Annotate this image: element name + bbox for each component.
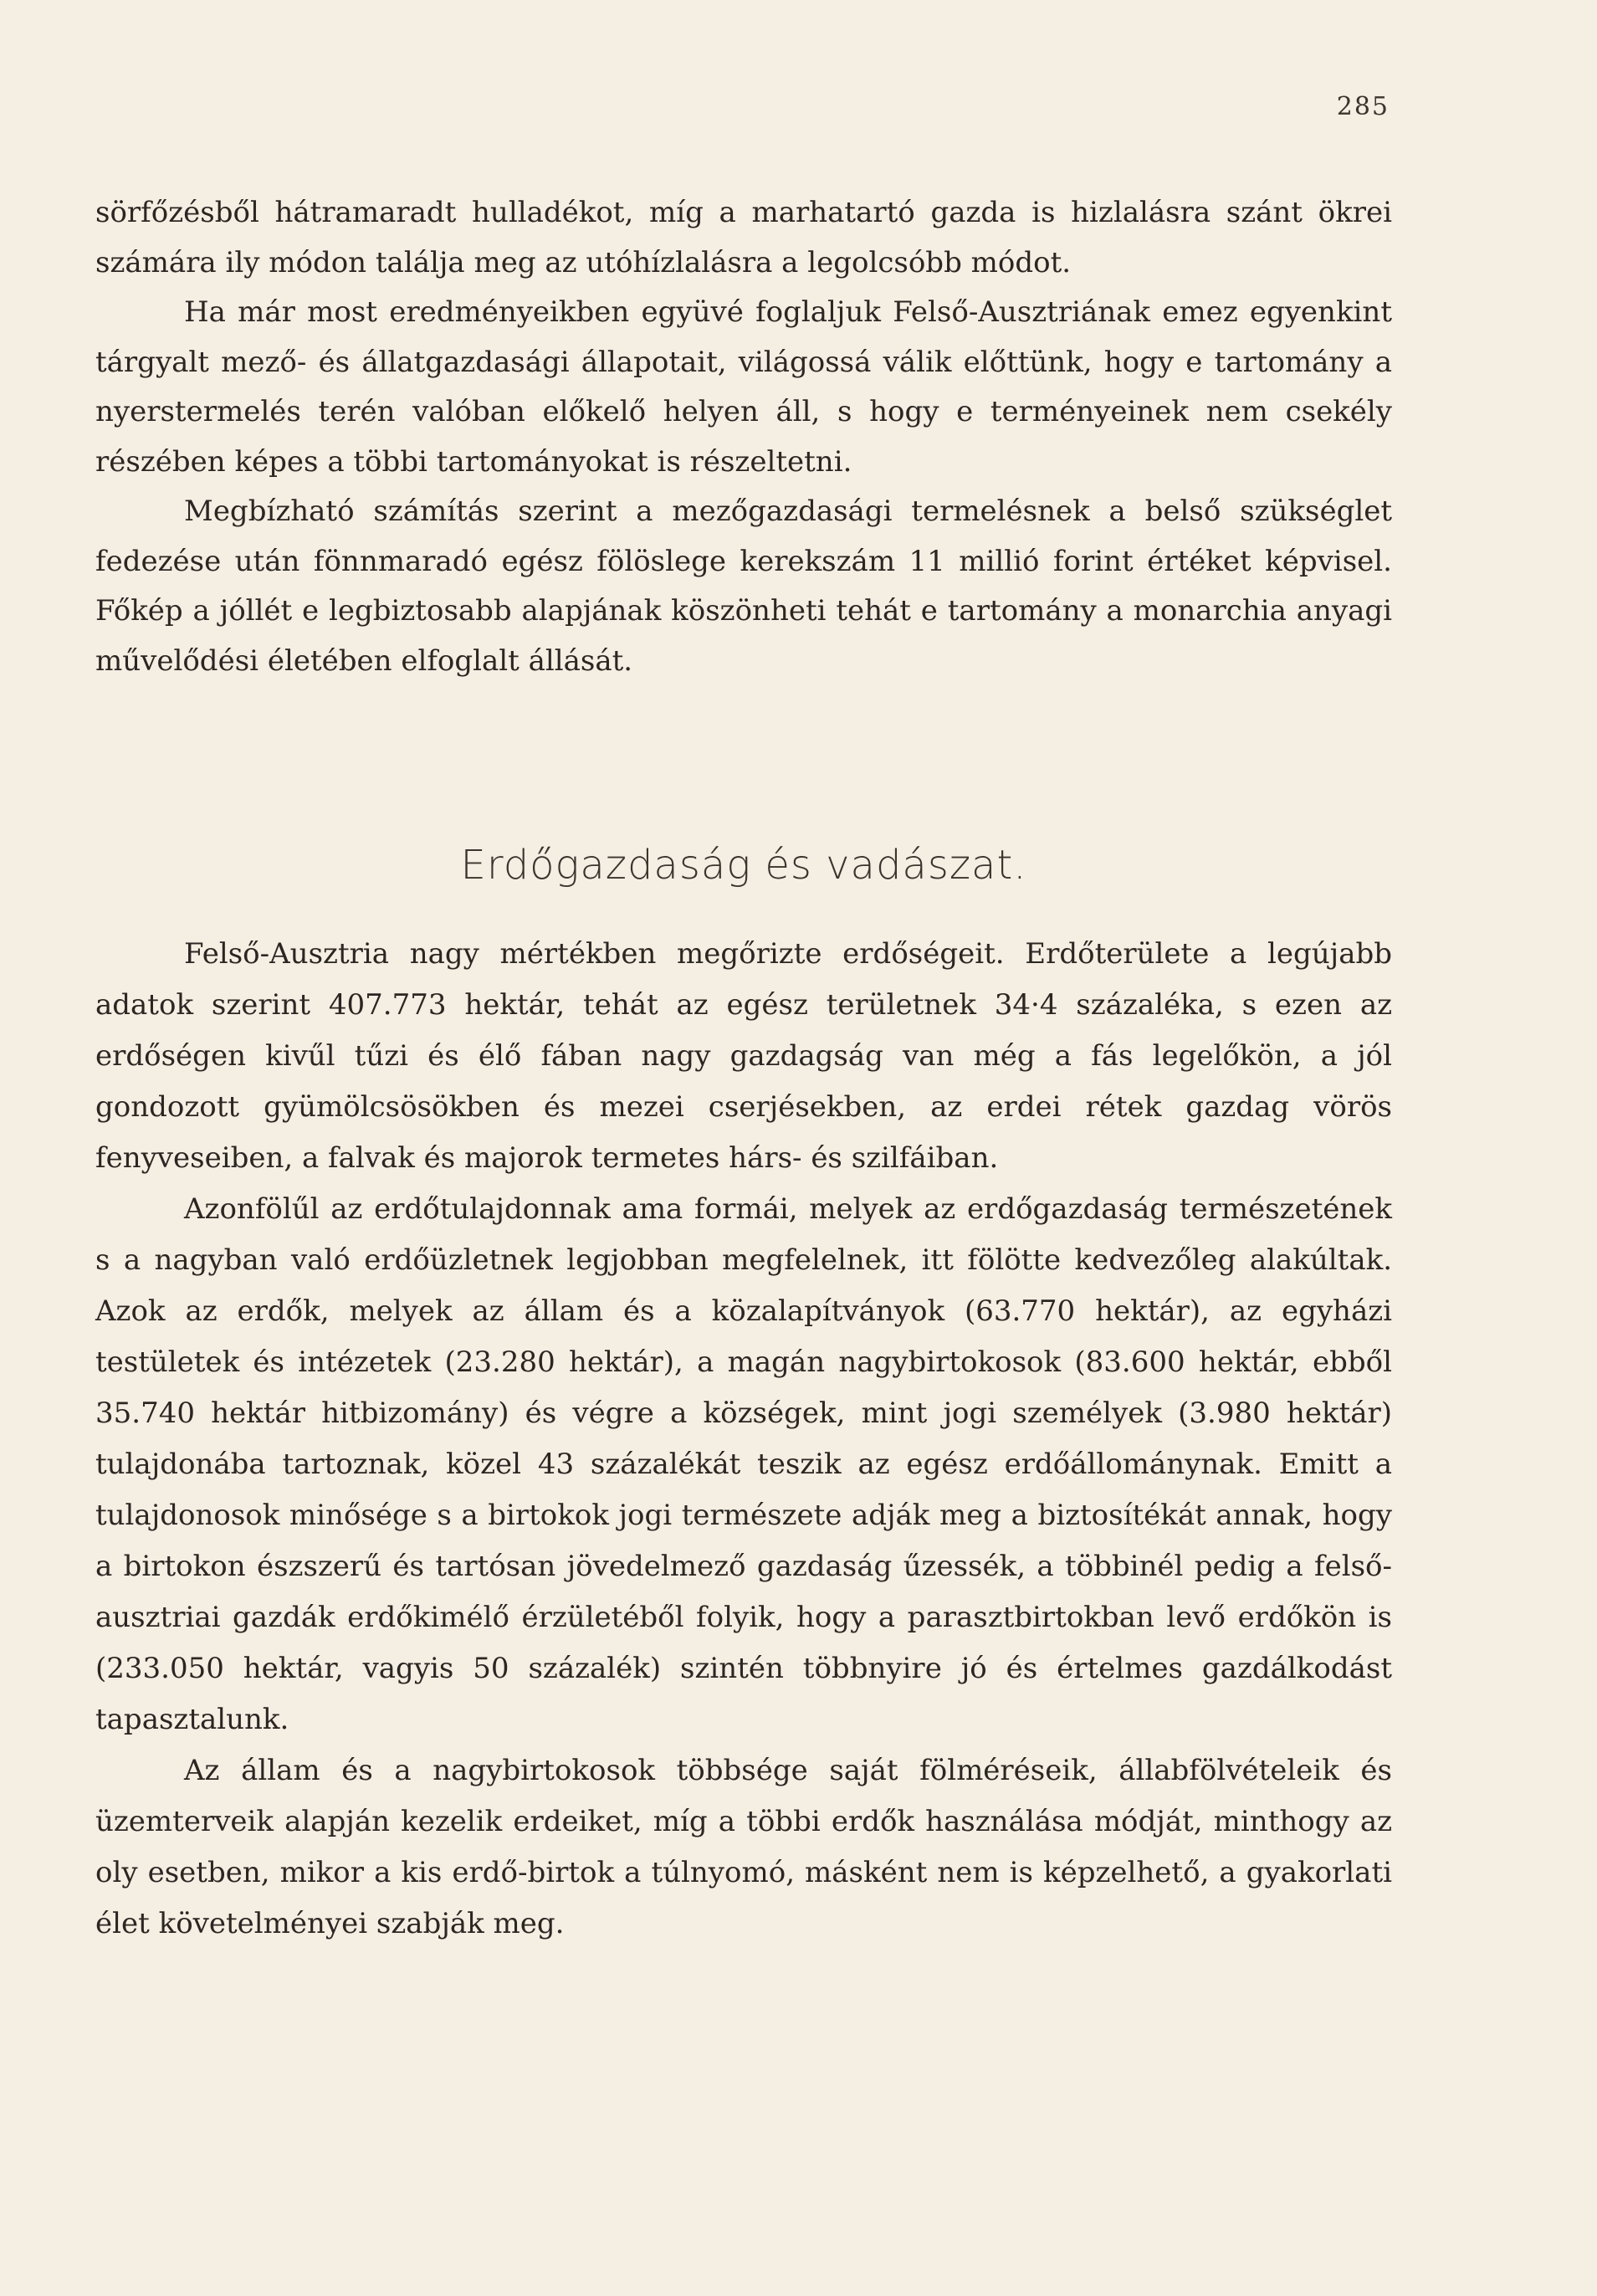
paragraph: Ha már most eredményeikben együvé foglaljuk Felső-Ausztriának emez egyenkint tárgyalt mező- és állatgazdasági állapotait, világossá válik előttünk, hogy e tartomány a nyerstermelés terén valóban előkelő helyen áll, s hogy e terményeinek nem csekély részében képes a többi tartományokat is részeltetni. [95, 295, 1392, 479]
paragraph-continued: sörfőzésből hátramaradt hulladékot, míg a marhatartó gazda is hizlalásra szánt ökrei számára ily módon találja meg az utóhízlalásra a legolcsóbb módot. [95, 196, 1392, 279]
text-block-top [95, 188, 1392, 686]
page-number: 285 [1336, 92, 1390, 121]
paragraph: Az állam és a nagybirtokosok többsége saját fölméréseik, állabfölvételeik és üzemterveik alapján kezelik erdeiket, míg a többi erdők használása módját, minthogy az oly esetben, mikor a kis erdő-birtok a túlnyomó, másként nem is képzelhető, a gyakorlati élet követelményei szabják meg. [95, 1754, 1392, 1940]
section-heading: Erdőgazdaság és vadászat. [460, 842, 1027, 889]
paragraph: Azonfölűl az erdőtulajdonnak ama formái, melyek az erdőgazdaság természetének s a nagyban való erdőüzletnek legjobban megfelelnek, itt fölötte kedvezőleg alakúltak. Azok az erdők, melyek az állam és a közalapítványok (63.770 hektár), az egyházi testületek és intézetek (23.280 hektár), a magán nagybirtokosok (83.600 hektár, ebből 35.740 hektár hitbizomány) és végre a községek, mint jogi személyek (3.980 hektár) tulajdonába tartoznak, közel 43 százalékát teszik az egész erdőállománynak. Emitt a tulajdonosok minősége s a birtokok jogi természete adják meg a biztosítékát annak, hogy a birtokon észszerű és tartósan jövedelmező gazdaság űzessék, a többinél pedig a felső-ausztriai gazdák erdőkimélő érzületéből folyik, hogy a parasztbirtokban levő erdőkön is (233.050 hektár, vagyis 50 százalék) szintén többnyire jó és értelmes gazdálkodást tapasztalunk. [95, 1192, 1392, 1736]
paragraph: Megbízható számítás szerint a mezőgazdasági termelésnek a belső szükséglet fedezése után fönnmaradó egész fölöslege kerekszám 11 millió forint értéket képvisel. Főkép a jóllét e legbiztosabb alapjának köszönheti tehát e tartomány a monarchia anyagi művelődési életében elfoglalt állását. [95, 495, 1392, 678]
text-block-bottom [95, 929, 1392, 1950]
paragraph: Felső-Ausztria nagy mértékben megőrizte erdőségeit. Erdőterülete a legújabb adatok szerint 407.773 hektár, tehát az egész területnek 34·4 százaléka, s ezen az erdőségen kivűl tűzi és élő fában nagy gazdagság van még a fás legelőkön, a jól gondozott gyümölcsösökben és mezei cserjésekben, az erdei rétek gazdag vörös fenyveseiben, a falvak és majorok termetes hárs- és szilfáiban. [95, 937, 1392, 1175]
